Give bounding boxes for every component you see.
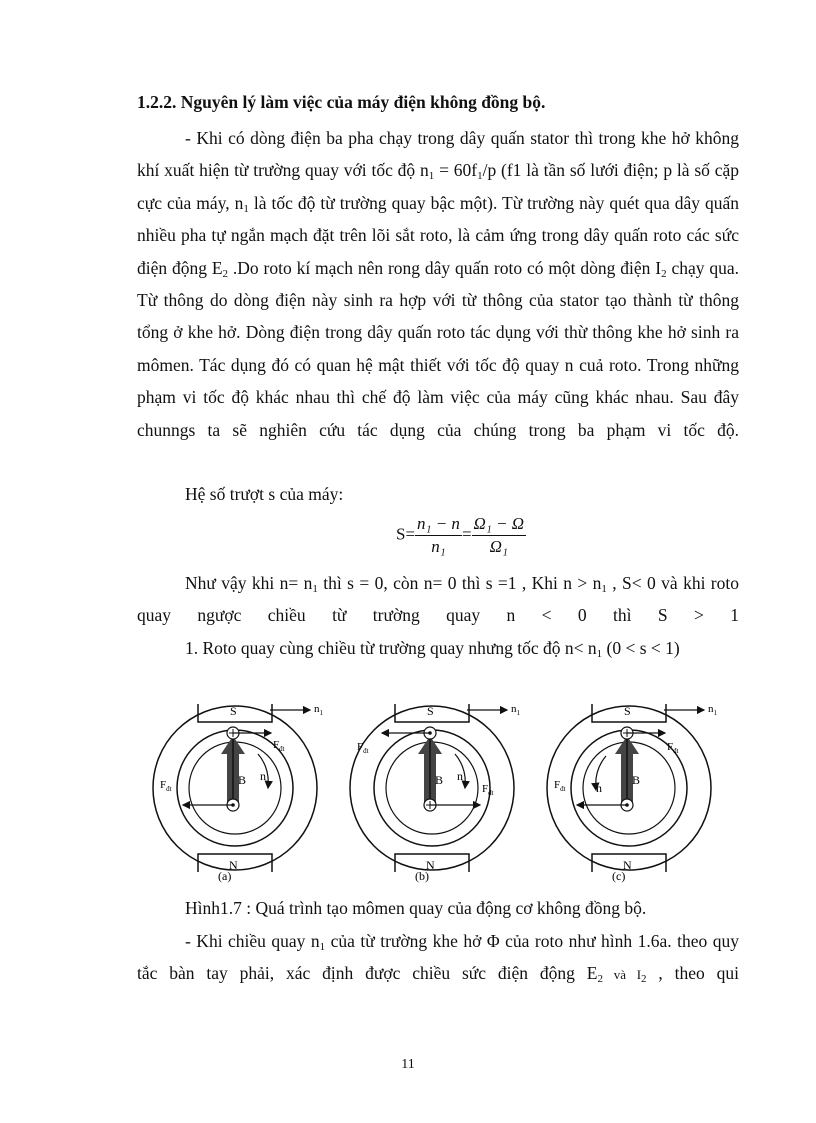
- text: và I: [602, 967, 642, 983]
- subscript: 1: [477, 170, 483, 183]
- n1-label: $n_1$: [314, 703, 323, 717]
- paragraph-slip-cases: [137, 567, 739, 632]
- subscript: 1: [319, 941, 326, 953]
- label-b: (b): [415, 869, 429, 883]
- motor-b: [350, 703, 521, 883]
- text: - Khi có dòng điện ba pha chạy trong dây quấn stator thì trong khe hở không khí xuất hiện từ trường quay với tốc độ n: [137, 128, 739, 181]
- text: , theo qui: [646, 963, 739, 984]
- n-label: n: [596, 781, 602, 795]
- pole-s-label: S: [427, 704, 434, 718]
- page-number: 11: [401, 1057, 415, 1072]
- text: = 60f: [434, 160, 478, 181]
- slip-label: Hệ số trượt s của máy:: [185, 484, 344, 504]
- subscript: 1: [596, 648, 603, 660]
- fdt-label: $F_{đt}$: [357, 741, 369, 755]
- text: thì s = 0, còn n= 0 thì s =1 , Khi n > n: [317, 573, 602, 593]
- n-label: n: [260, 769, 266, 783]
- text: Như vậy khi n= n: [185, 573, 313, 593]
- label-a: (a): [218, 869, 232, 883]
- fdt-label: $F_{đt}$: [273, 739, 285, 753]
- text: .Do roto kí mạch nên rong dây quấn roto có một dòng điện I: [228, 257, 662, 278]
- subscript: 2: [661, 267, 667, 280]
- subscript: 2: [641, 973, 647, 986]
- formula-lhs: S=: [396, 524, 416, 544]
- equals: =: [461, 524, 472, 544]
- text: 1. Roto quay cùng chiều từ trường quay nhưng tốc độ n< n: [185, 638, 597, 658]
- b-label: B: [238, 773, 247, 787]
- n1-label: $n_1$: [708, 703, 717, 717]
- fraction-speed: [415, 513, 462, 558]
- figure-caption: Hình1.7 : Quá trình tạo mômen quay của động cơ không đồng bộ.: [185, 898, 647, 918]
- paragraph-right-hand-rule: [137, 925, 739, 992]
- text: chạy qua. Từ thông do dòng điện này sinh ra hợp với từ thông của stator tạo thành từ thông tổng ở khe hở. Dòng điện trong dây quấn roto tác dụng với thừ thông khe hở sinh ra mômen. Tác dụng đó có quan hệ mật thiết với tốc độ quay n cuả roto. Trong những phạm vi tốc độ khác nhau thì chế độ làm việc của máy cũng khác nhau. Sau đây chunngs ta sẽ nghiên cứu tác dụng của chúng trong ba phạm vi tốc độ.: [137, 257, 739, 440]
- pole-s-label: S: [624, 704, 631, 718]
- subscript: 1: [601, 583, 607, 595]
- torque-diagram: [140, 688, 740, 888]
- label-c: (c): [612, 869, 626, 883]
- subscript: 1: [428, 170, 435, 183]
- subscript: 2: [222, 267, 229, 280]
- denominator: Ω₁: [489, 537, 508, 556]
- pole-n-label: N: [229, 858, 238, 872]
- paragraph-case-1: [137, 632, 739, 664]
- fraction-omega: [472, 513, 526, 558]
- slip-formula: [396, 513, 526, 558]
- fdt-label: $F_{đt}$: [667, 741, 679, 755]
- pole-n-label: N: [623, 858, 632, 872]
- fdt-label: $F_{đt}$: [482, 783, 494, 797]
- fdt-label: $F_{đt}$: [160, 779, 172, 793]
- pole-s-label: S: [230, 704, 237, 718]
- text: /p (f1 là tần số lưới điện; p là số cặp cực của máy, n: [137, 160, 739, 213]
- motor-c: [547, 703, 718, 883]
- fdt-label: $F_{đt}$: [554, 779, 566, 793]
- denominator: n₁: [431, 537, 446, 556]
- text: (0 < s < 1): [602, 638, 680, 658]
- text: - Khi chiều quay n: [185, 931, 320, 951]
- b-label: B: [435, 773, 444, 787]
- pole-n-label: N: [426, 858, 435, 872]
- n1-label: $n_1$: [511, 703, 520, 717]
- numerator: n₁ − n: [415, 513, 462, 536]
- motor-a: [153, 703, 324, 883]
- b-label: B: [632, 773, 641, 787]
- text: của từ trường khe hở Φ của roto như hình 1.6a. theo quy tắc bàn tay phải, xác định được chiều sức điện động E: [137, 931, 740, 984]
- section-heading: 1.2.2. Nguyên lý làm việc của máy điện không đồng bộ.: [137, 92, 546, 112]
- text: là tốc độ từ trường quay bậc một). Từ trường này quét qua dây quấn nhiều pha tự ngắn mạch đặt trên lõi sắt roto, là cảm ứng trong dây quấn roto các sức điện động E: [137, 192, 739, 278]
- paragraph-principle: [137, 122, 739, 446]
- subscript: 2: [597, 973, 603, 986]
- numerator: Ω₁ − Ω: [472, 513, 526, 536]
- n-label: n: [457, 769, 463, 783]
- subscript: 1: [312, 583, 318, 595]
- subscript: 1: [243, 202, 249, 215]
- text: , S< 0 và khi roto quay ngược chiều từ trường quay n < 0 thì S > 1: [137, 573, 739, 626]
